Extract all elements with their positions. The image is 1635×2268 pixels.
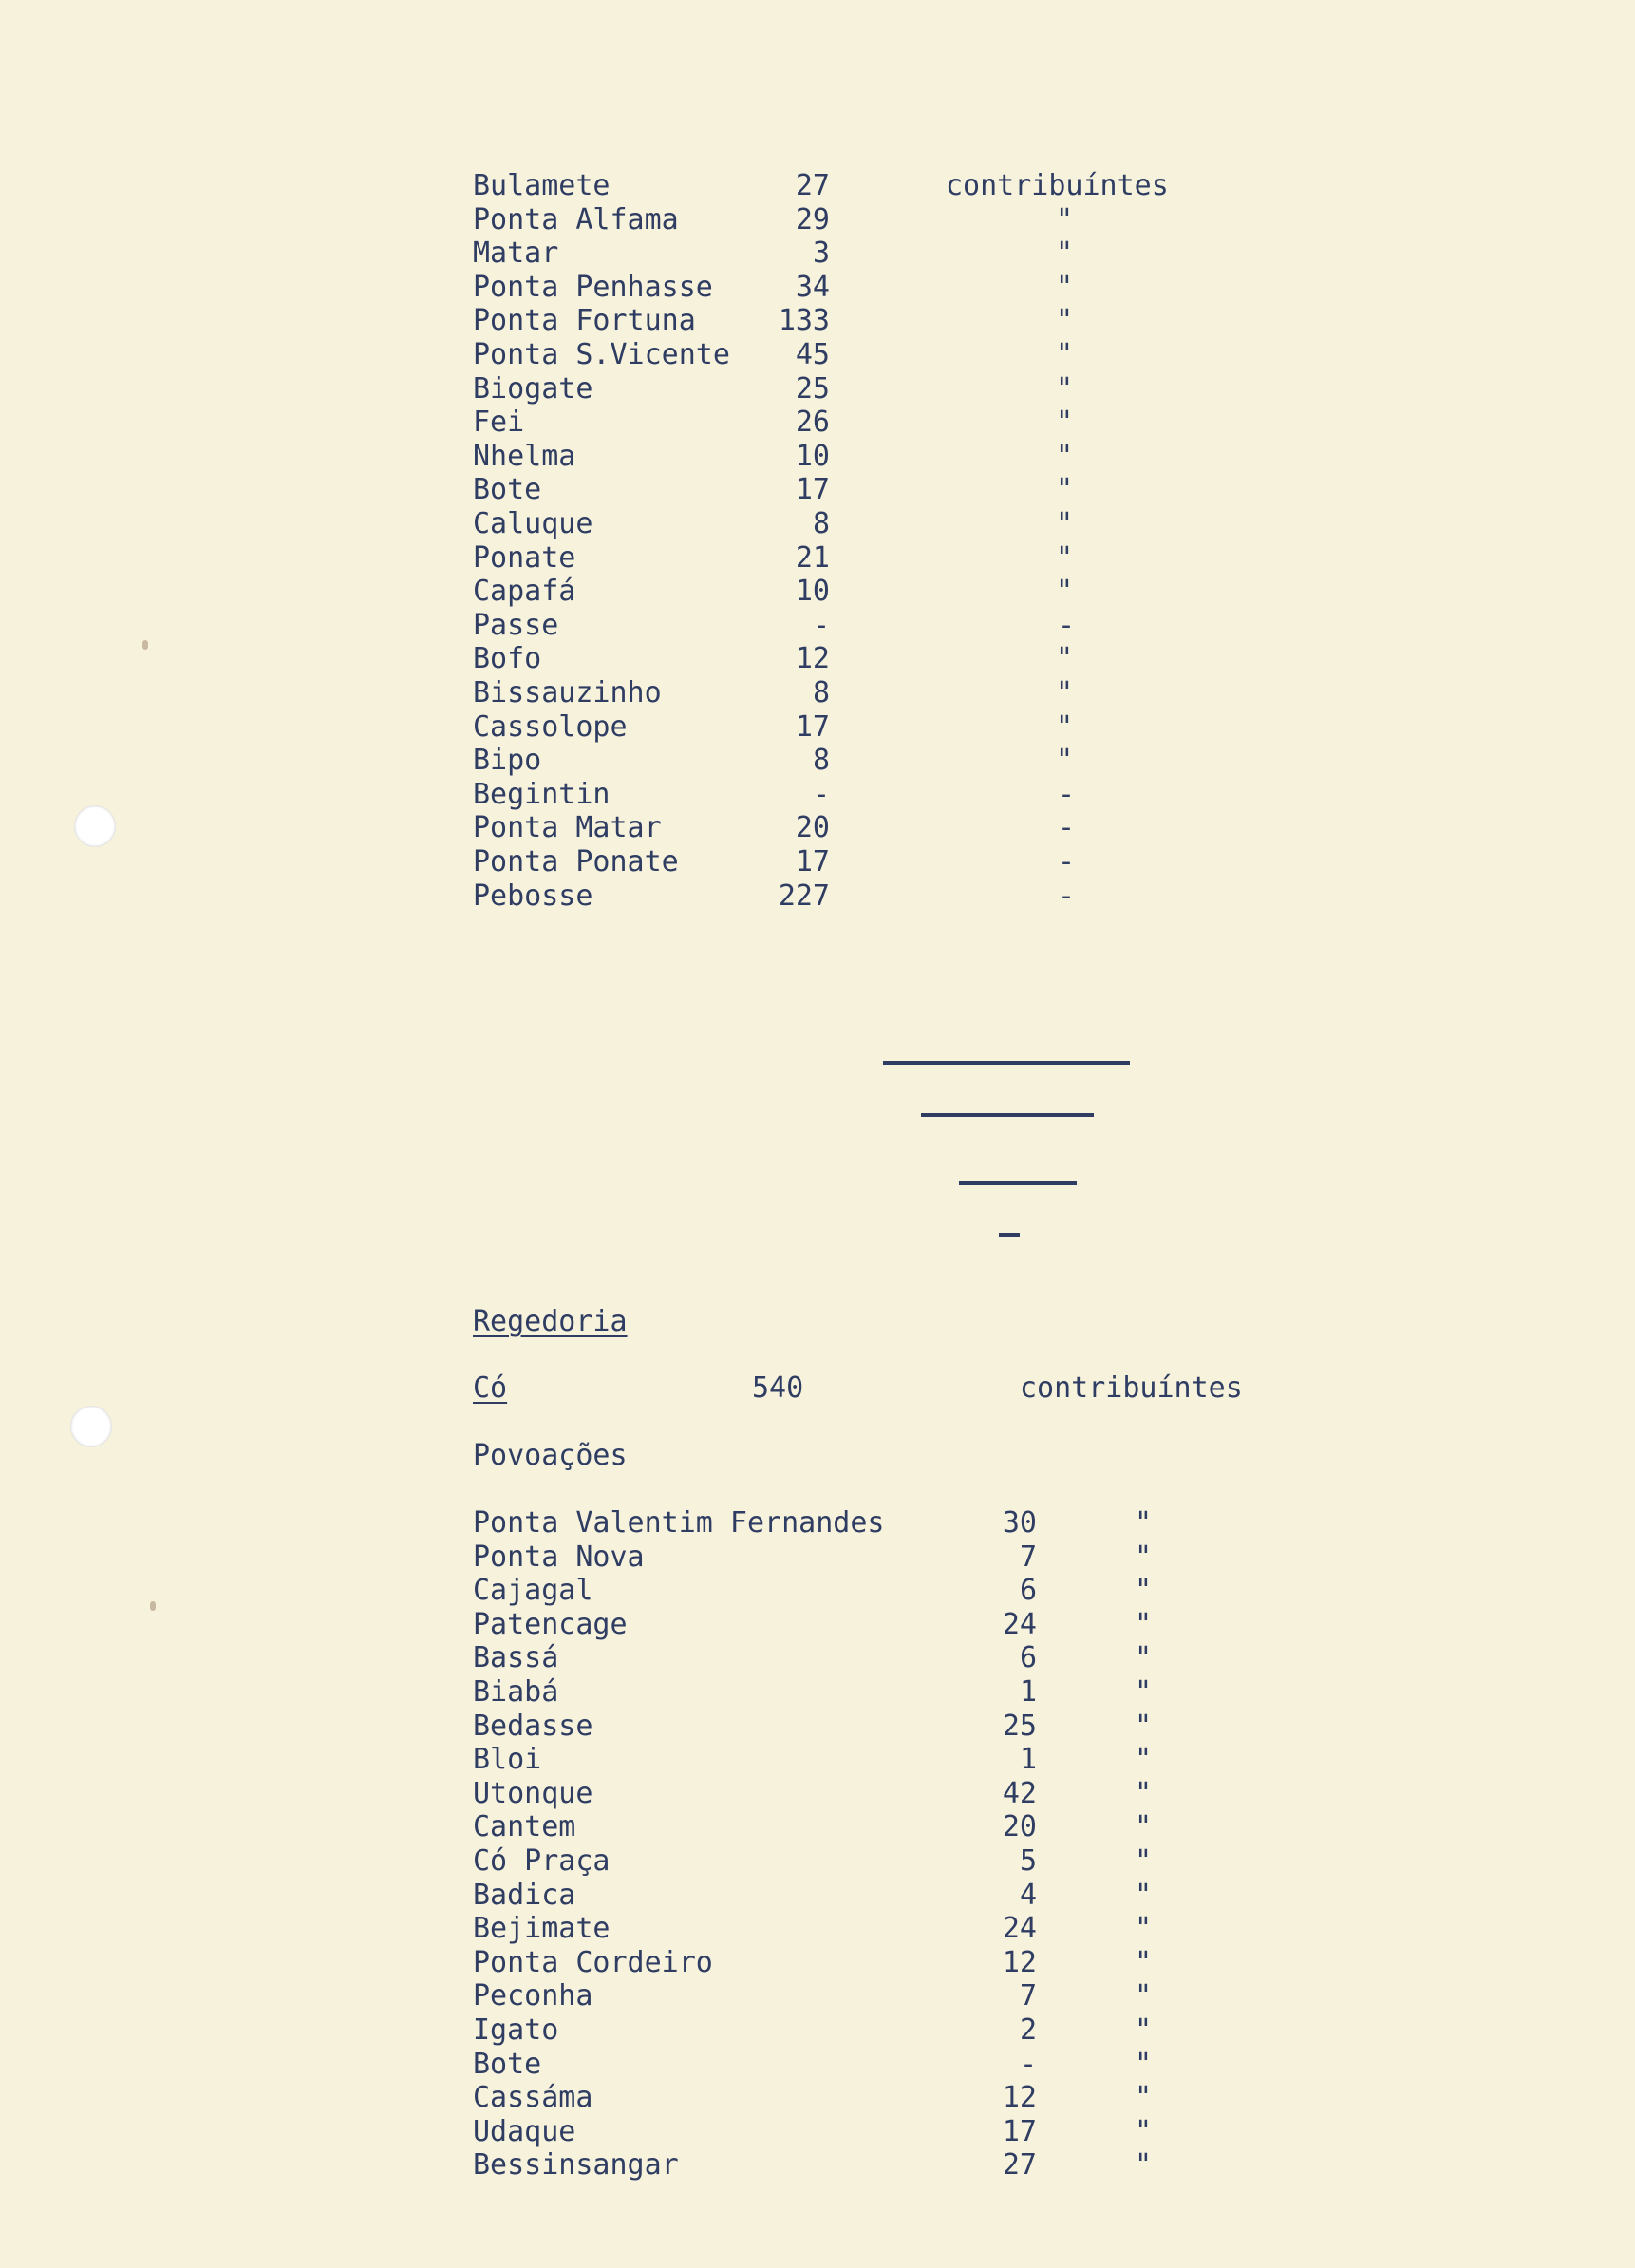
unit-label: " [1135, 1912, 1153, 1946]
contributor-count: 7 [1019, 1540, 1037, 1574]
unit-label: " [1135, 1506, 1153, 1540]
contributor-count: 5 [1019, 1844, 1037, 1878]
settlement-name: Bissauzinho [473, 676, 662, 709]
separator-rule-2 [921, 1113, 1094, 1117]
list-row [0, 575, 1635, 609]
contributor-count: 8 [812, 507, 830, 540]
settlement-name: Begintin [473, 777, 611, 811]
contributor-count: 42 [1002, 1776, 1037, 1810]
settlement-name: Igato [473, 2013, 559, 2047]
unit-label: " [1056, 676, 1074, 709]
list-row [0, 778, 1635, 812]
unit-label: " [1056, 270, 1074, 304]
list-row [0, 710, 1635, 745]
settlement-name: Bedasse [473, 1709, 593, 1743]
list-row [0, 2081, 1635, 2115]
list-row [0, 236, 1635, 271]
unit-label: " [1135, 2013, 1153, 2047]
unit-label: " [1056, 540, 1074, 575]
settlement-name: Bote [473, 473, 542, 507]
settlement-name: Ponta Ponate [473, 845, 679, 879]
settlement-name: Ponta Alfama [473, 202, 679, 236]
settlement-name: Bloi [473, 1743, 542, 1777]
contributor-count: 1 [1019, 1743, 1037, 1777]
settlement-name: Ponta S.Vicente [473, 338, 730, 371]
contributor-count: 21 [795, 540, 830, 575]
contributor-count: 3 [812, 236, 830, 271]
settlement-name: Utonque [473, 1776, 593, 1810]
unit-label: - [1058, 608, 1076, 642]
unit-label: " [1135, 1540, 1153, 1574]
list-row [0, 1844, 1635, 1879]
settlement-name: Ponta Fortuna [473, 304, 696, 338]
unit-label: " [1056, 406, 1074, 440]
contributor-count: - [812, 777, 830, 811]
unit-label: " [1056, 575, 1074, 609]
povoacoes-label: Povoações [473, 1439, 628, 1472]
settlement-name: Ponate [473, 540, 576, 575]
settlement-name: Bejimate [473, 1912, 611, 1946]
settlement-name: Matar [473, 236, 559, 271]
list-row [0, 1574, 1635, 1608]
contributor-count: 10 [795, 575, 830, 609]
contributor-count: 27 [1002, 2148, 1037, 2183]
contributor-count: 17 [795, 845, 830, 879]
unit-label: " [1135, 2114, 1153, 2148]
settlement-name: Capafá [473, 575, 576, 609]
contributor-count: 227 [778, 879, 830, 913]
list-row [0, 1946, 1635, 1980]
unit-label: " [1056, 202, 1074, 236]
list-row [0, 1912, 1635, 1946]
contributor-count: 29 [795, 202, 830, 236]
unit-label: " [1135, 1844, 1153, 1878]
settlement-name: Cantem [473, 1810, 576, 1844]
contributor-count: 12 [795, 642, 830, 676]
list-row [0, 642, 1635, 676]
unit-label: - [1058, 811, 1076, 845]
list-row [0, 1810, 1635, 1844]
list-row [0, 2013, 1635, 2048]
contributor-count: 8 [812, 744, 830, 778]
contributor-count: 12 [1002, 1945, 1037, 1979]
list-row [0, 304, 1635, 338]
unit-label: " [1135, 1709, 1153, 1743]
regedoria-heading: Regedoria [473, 1305, 628, 1338]
contributor-count: - [812, 608, 830, 642]
regedoria-unit: contribuíntes [1020, 1371, 1243, 1405]
settlement-name: Pebosse [473, 879, 593, 913]
list-row [0, 1506, 1635, 1540]
unit-label: " [1135, 1776, 1153, 1810]
unit-label: " [1056, 642, 1074, 676]
list-row [0, 811, 1635, 845]
contributor-count: 24 [1002, 1912, 1037, 1946]
separator-rule-1 [883, 1061, 1130, 1065]
unit-label: " [1135, 1979, 1153, 2013]
settlement-name: Ponta Cordeiro [473, 1945, 713, 1979]
unit-label: " [1135, 1574, 1153, 1608]
contributor-count: 6 [1019, 1641, 1037, 1675]
list-row [0, 1979, 1635, 2013]
settlement-name: Ponta Nova [473, 1540, 645, 1574]
contributor-count: 2 [1019, 2013, 1037, 2047]
list-row [0, 169, 1635, 203]
contributor-count: 7 [1019, 1979, 1037, 2013]
contributor-count: 30 [1002, 1506, 1037, 1540]
settlement-name: Cajagal [473, 1574, 593, 1608]
list-row [0, 1777, 1635, 1811]
unit-label: " [1056, 371, 1074, 406]
contributor-count: 4 [1019, 1878, 1037, 1912]
unit-label: " [1135, 2148, 1153, 2183]
unit-label: " [1135, 1641, 1153, 1675]
contributor-count: 17 [795, 473, 830, 507]
list-row [0, 1879, 1635, 1913]
list-row [0, 744, 1635, 778]
list-row [0, 1641, 1635, 1675]
contributor-count: 25 [795, 371, 830, 406]
separator-rule-3 [959, 1181, 1077, 1185]
contributor-count: 25 [1002, 1709, 1037, 1743]
list-row [0, 406, 1635, 440]
settlement-name: Bassá [473, 1641, 559, 1675]
contributor-count: 26 [795, 406, 830, 440]
contributor-count: 27 [795, 169, 830, 202]
settlement-name: Udaque [473, 2114, 576, 2148]
unit-label: " [1135, 1607, 1153, 1641]
settlement-name: Bessinsangar [473, 2148, 679, 2183]
list-row [0, 1675, 1635, 1710]
list-row [0, 2115, 1635, 2149]
settlement-name: Patencage [473, 1607, 628, 1641]
contributor-count: - [1019, 2047, 1037, 2081]
list-row [0, 609, 1635, 643]
unit-label: " [1135, 1810, 1153, 1844]
settlement-name: Ponta Penhasse [473, 270, 713, 304]
settlement-name: Badica [473, 1878, 576, 1912]
list-row [0, 879, 1635, 914]
contributor-count: 34 [795, 270, 830, 304]
settlement-name: Biogate [473, 371, 593, 406]
unit-label: " [1056, 709, 1074, 744]
list-row [0, 372, 1635, 406]
settlement-name: Cassolope [473, 709, 628, 744]
unit-label: " [1056, 507, 1074, 540]
list-row [0, 845, 1635, 879]
unit-label: " [1135, 2081, 1153, 2115]
list-row [0, 676, 1635, 710]
settlement-name: Ponta Valentim Fernandes [473, 1506, 885, 1540]
contributor-count: 24 [1002, 1607, 1037, 1641]
separator-rule-4 [999, 1233, 1020, 1237]
unit-label: " [1135, 2047, 1153, 2081]
list-row [0, 1540, 1635, 1575]
settlement-name: Bipo [473, 744, 542, 778]
regedoria-name: Có [473, 1371, 508, 1405]
contributor-count: 12 [1002, 2081, 1037, 2115]
unit-label: " [1135, 1743, 1153, 1777]
unit-label: " [1056, 236, 1074, 271]
contributor-count: 1 [1019, 1675, 1037, 1709]
contributor-count: 45 [795, 338, 830, 371]
unit-label: " [1056, 304, 1074, 338]
list-row [0, 1608, 1635, 1642]
unit-label: " [1056, 473, 1074, 507]
settlement-name: Nhelma [473, 439, 576, 473]
settlement-name: Biabá [473, 1675, 559, 1709]
settlement-name: Ponta Matar [473, 811, 662, 845]
unit-label: " [1135, 1878, 1153, 1912]
contributor-count: 133 [778, 304, 830, 338]
contributor-count: 17 [795, 709, 830, 744]
list-row [0, 2148, 1635, 2183]
unit-label: " [1056, 338, 1074, 371]
settlement-name: Bofo [473, 642, 542, 676]
unit-label: " [1135, 1675, 1153, 1709]
settlement-name: Bulamete [473, 169, 611, 202]
unit-label: " [1135, 1945, 1153, 1979]
list-row [0, 271, 1635, 305]
contributor-count: 8 [812, 676, 830, 709]
settlement-name: Có Praça [473, 1844, 611, 1878]
unit-label: " [1056, 439, 1074, 473]
contributor-count: 17 [1002, 2114, 1037, 2148]
unit-label: " [1056, 744, 1074, 778]
settlement-name: Peconha [473, 1979, 593, 2013]
settlement-name: Caluque [473, 507, 593, 540]
unit-label: - [1058, 879, 1076, 913]
list-row [0, 203, 1635, 237]
unit-label: - [1058, 845, 1076, 879]
unit-label: contribuíntes [946, 169, 1169, 202]
punch-hole-bottom [70, 1406, 112, 1447]
contributor-count: 20 [795, 811, 830, 845]
list-row [0, 473, 1635, 507]
list-row [0, 338, 1635, 372]
settlement-name: Passe [473, 608, 559, 642]
regedoria-count: 540 [752, 1371, 804, 1405]
list-row [0, 1710, 1635, 1744]
settlement-name: Cassáma [473, 2081, 593, 2115]
list-row [0, 1743, 1635, 1777]
list-row [0, 440, 1635, 474]
list-row [0, 507, 1635, 541]
settlement-name: Bote [473, 2047, 542, 2081]
contributor-count: 20 [1002, 1810, 1037, 1844]
unit-label: - [1058, 777, 1076, 811]
settlement-name: Fei [473, 406, 525, 440]
list-row [0, 2048, 1635, 2082]
contributor-count: 10 [795, 439, 830, 473]
list-row [0, 541, 1635, 576]
contributor-count: 6 [1019, 1574, 1037, 1608]
